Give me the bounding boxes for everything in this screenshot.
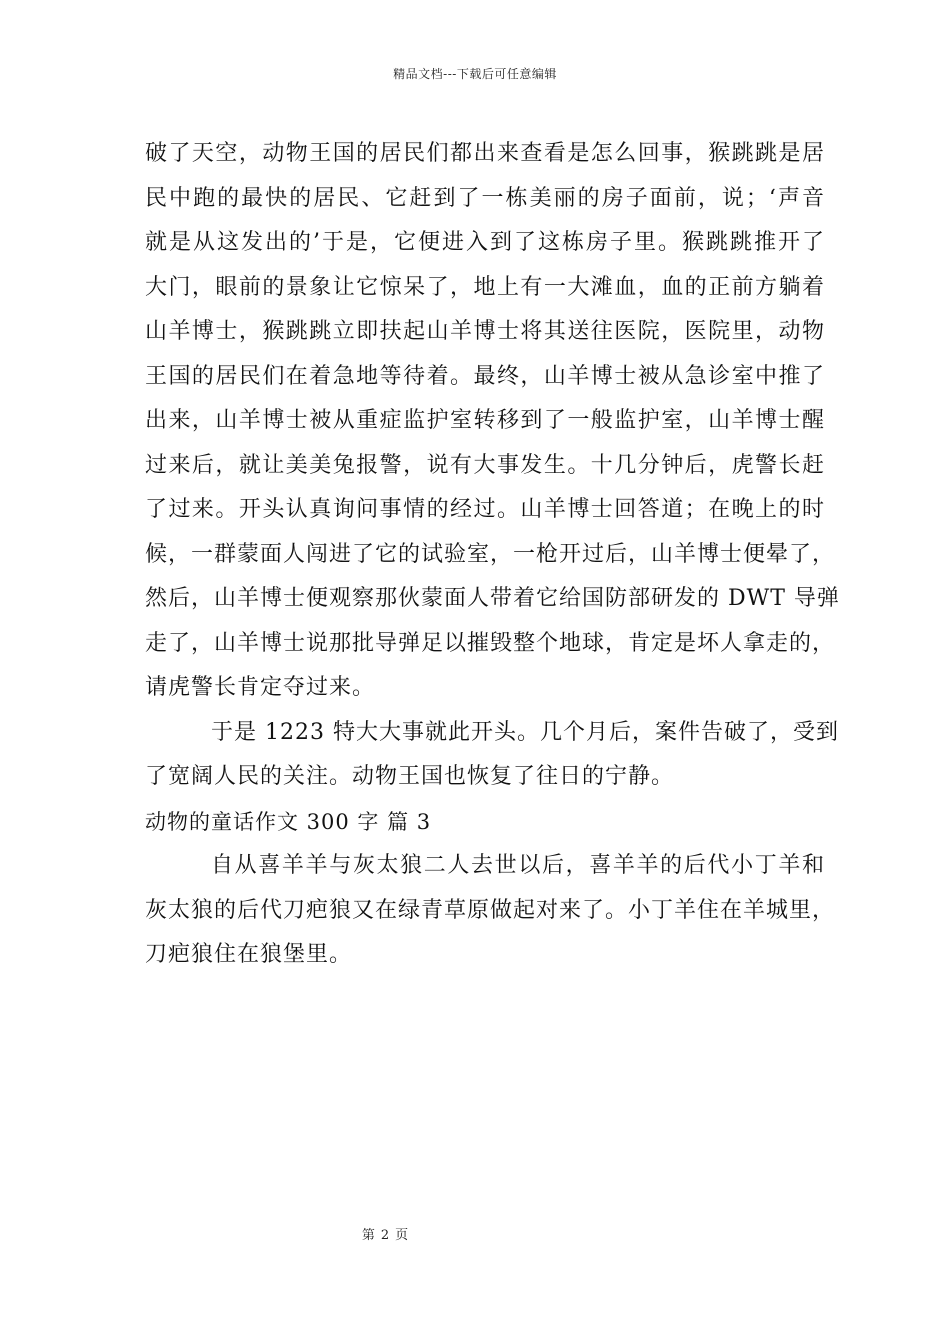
text-line: 灰太狼的后代刀疤狼又在绿青草原做起对来了。小丁羊住在羊城里， [145, 897, 836, 923]
paragraph-3 [145, 844, 836, 978]
page-number-prefix: 第 [361, 1228, 375, 1243]
text-line: 破了天空，动物王国的居民们都出来查看是怎么回事，猴跳跳是居 [145, 141, 825, 166]
text-line: 请虎警长肯定夺过来。 [145, 675, 376, 700]
text-line: 出来，山羊博士被从重症监护室转移到了一般监护室，山羊博士醒 [145, 408, 825, 433]
paragraph-1 [145, 132, 840, 711]
text-line: 了过来。开头认真询问事情的经过。山羊博士回答道；在晚上的时 [145, 497, 825, 522]
text-line: 民中跑的最快的居民、它赶到了一栋美丽的房子面前，说；‘声音 [145, 185, 825, 211]
section-heading: 动物的童话作文 300 字 篇 3 [145, 809, 432, 834]
text-line: 了宽阔人民的关注。动物王国也恢复了往日的宁静。 [145, 764, 675, 789]
text-line: 山羊博士，猴跳跳立即扶起山羊博士将其送往医院，医院里，动物 [145, 319, 825, 344]
text-line: 于是 1223 特大大事就此开头。几个月后，案件告破了，受到 [211, 719, 839, 745]
text-line: 刀疤狼住在狼堡里。 [145, 942, 353, 967]
document-body [145, 132, 840, 978]
page-number-suffix: 页 [395, 1228, 409, 1243]
text-line: 王国的居民们在着急地等待着。最终，山羊博士被从急诊室中推了 [145, 363, 825, 389]
text-line: 走了，山羊博士说那批导弹足以摧毁整个地球，肯定是坏人拿走的， [145, 630, 836, 656]
text-line: 候，一群蒙面人闯进了它的试验室，一枪开过后，山羊博士便晕了， [145, 541, 836, 567]
page-number: 2 [380, 1228, 390, 1243]
text-line: 大门，眼前的景象让它惊呆了，地上有一大滩血，血的正前方躺着 [145, 274, 825, 300]
text-line: 就是从这发出的’于是，它便进入到了这栋房子里。猴跳跳推开了 [145, 230, 825, 255]
text-line: 自从喜羊羊与灰太狼二人去世以后，喜羊羊的后代小丁羊和 [211, 853, 825, 878]
paragraph-2 [145, 711, 839, 800]
text-line: 过来后，就让美美兔报警，说有大事发生。十几分钟后，虎警长赶 [145, 452, 825, 478]
text-line: 然后，山羊博士便观察那伙蒙面人带着它给国防部研发的 DWT 导弹 [145, 586, 840, 611]
page-footer [0, 1228, 770, 1244]
page-header: 精品文档---下载后可任意编辑 [393, 67, 557, 81]
